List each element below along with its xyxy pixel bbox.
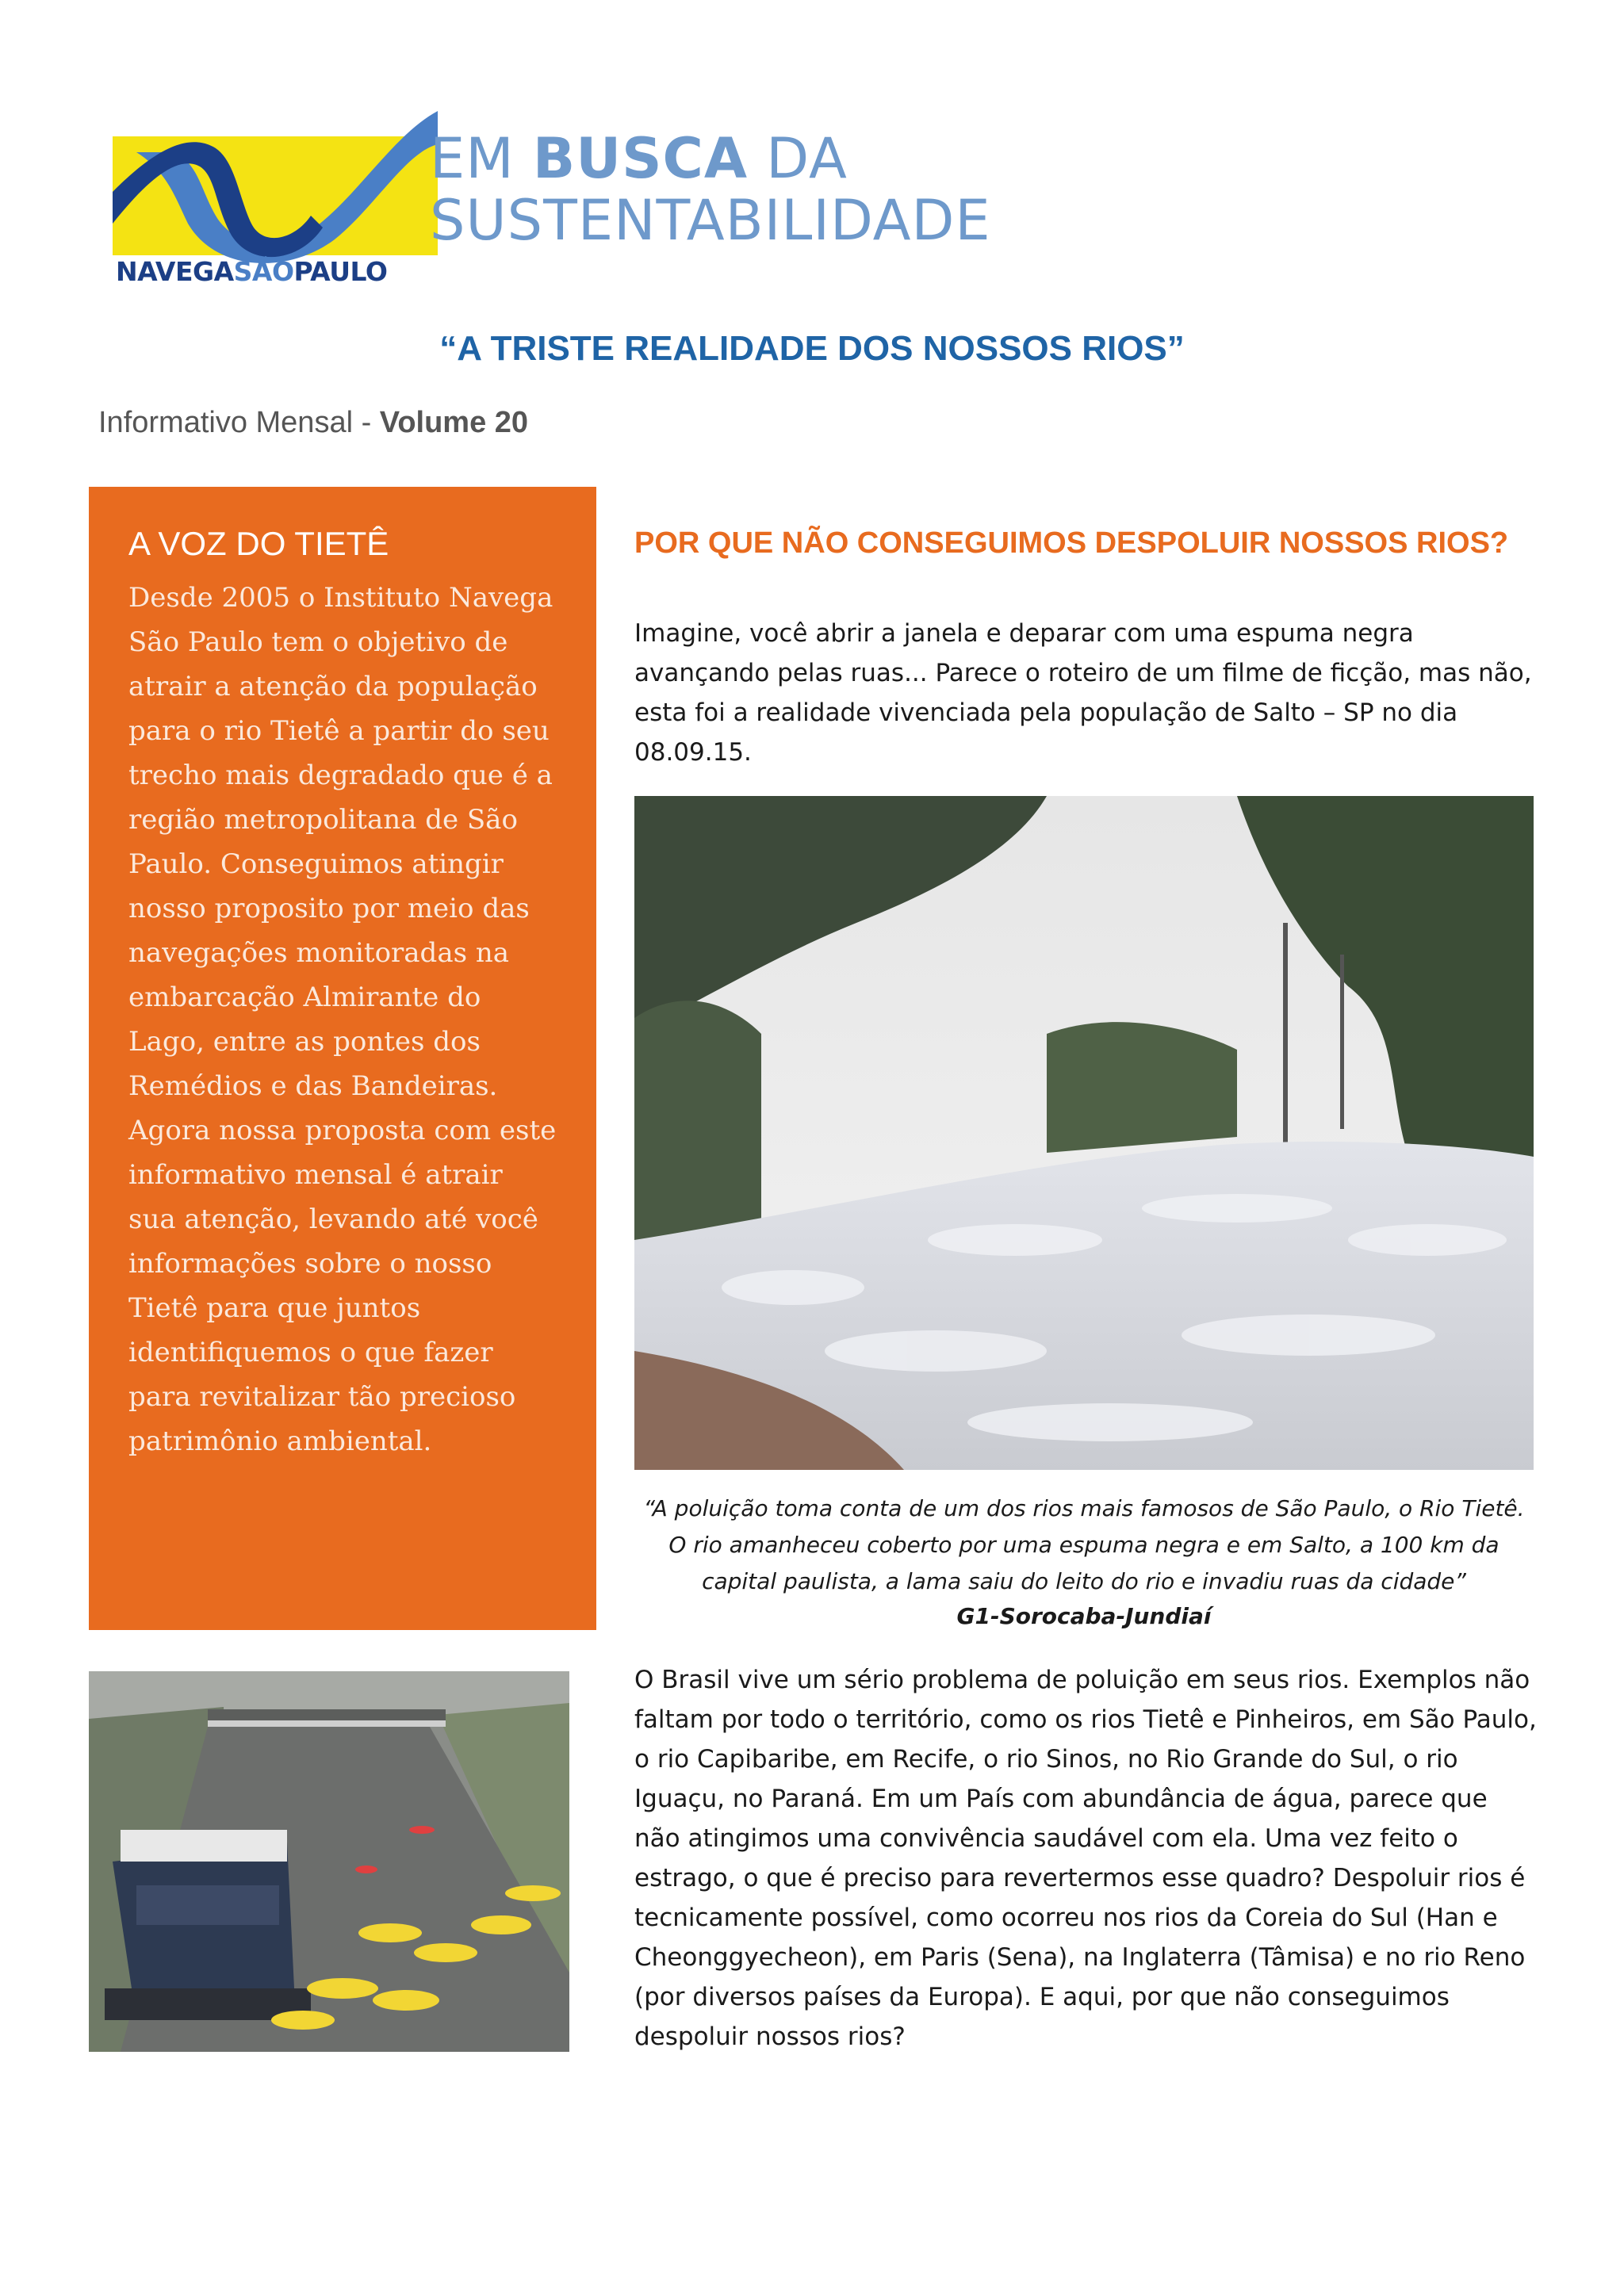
photo-caption: “A poluição toma conta de um dos rios mais famosos de São Paulo, o Rio Tietê. O rio amanheceu coberto por uma espuma negra e em Salto, a 100 km da capital paulista, a lama saiu do leito do rio e invadiu ruas da cidade” xyxy=(643,1495,1525,1594)
logo-line1-bold: BUSCA xyxy=(532,126,749,191)
navega-sao-paulo-logo xyxy=(113,105,991,289)
article-body: O Brasil vive um sério problema de poluição em seus rios. Exemplos não faltam por todo o território, como os rios Tietê e Pinheiros, em São Paulo, o rio Capibaribe, em Recife, o rio Sinos, no Rio Grande do Sul, o rio Iguaçu, no Paraná. Em um País com abundância de água, parece que não atingimos uma convivência saudável com ela. Uma vez feito o estrago, o que é preciso para revertermos esse quadro? Despoluir rios é tecnicamente possível, como ocorreu nos rios da Coreia do Sul (Han e Cheonggyecheon), em Paris (Sena), na Inglaterra (Tâmisa) e no rio Reno (por diversos países da Europa). E aqui, por que não conseguimos despoluir nossos rios? xyxy=(634,1666,1537,2051)
svg-text:NAVEGASÃOPAULO xyxy=(116,255,387,287)
subtitle-volume: Volume 20 xyxy=(379,406,529,439)
voz-do-tiete-text: Desde 2005 o Instituto Navega São Paulo tem o objetivo de atrair a atenção da população para o rio Tietê a partir do seu trecho mais degradado que é a região metropolitana de São Paulo. Conseguimos atingir nosso proposito por meio das navegações monitoradas na embarcação Almirante do Lago, entre as pontes dos Remédios e das Bandeiras. Agora nossa proposta com este informativo mensal é atrair sua atenção, levando até você informações sobre o nosso Tietê para que juntos identifiquemos o que fazer para revitalizar tão precioso patrimônio ambiental. xyxy=(128,582,557,1457)
voz-do-tiete-box xyxy=(89,487,596,1630)
subtitle-prefix: Informativo Mensal - xyxy=(98,406,380,439)
article-heading: POR QUE NÃO CONSEGUIMOS DESPOLUIR NOSSOS RIOS? xyxy=(634,526,1509,560)
photo-caption-source: G1-Sorocaba-Jundiaí xyxy=(956,1603,1212,1629)
foam-street-photo xyxy=(634,796,1534,1470)
svg-text:EM BUSCA DA xyxy=(430,126,848,191)
logo-line2: SUSTENTABILIDADE xyxy=(430,188,991,253)
logo-brand-part1: NAVEGA xyxy=(116,256,234,287)
newsletter-subtitle xyxy=(98,406,528,440)
article-intro: Imagine, você abrir a janela e deparar com uma espuma negra avançando pelas ruas... Parece o roteiro de um filme de ficção, mas não, esta foi a realidade vivenciada pela população de Salto – SP no dia 08.09.15. xyxy=(634,619,1532,767)
logo-wave-icon xyxy=(113,111,438,263)
logo-brand-part3: PAULO xyxy=(293,256,388,287)
boat-icon xyxy=(105,1830,311,2020)
river-boat-photo xyxy=(89,1671,569,2052)
logo-line1-end: DA xyxy=(748,126,848,191)
voz-do-tiete-heading: A VOZ DO TIETÊ xyxy=(128,525,389,562)
page-title: “A TRISTE REALIDADE DOS NOSSOS RIOS” xyxy=(439,329,1185,368)
logo-brand-part2: SÃO xyxy=(233,256,294,287)
logo-line1-light: EM xyxy=(430,126,533,191)
